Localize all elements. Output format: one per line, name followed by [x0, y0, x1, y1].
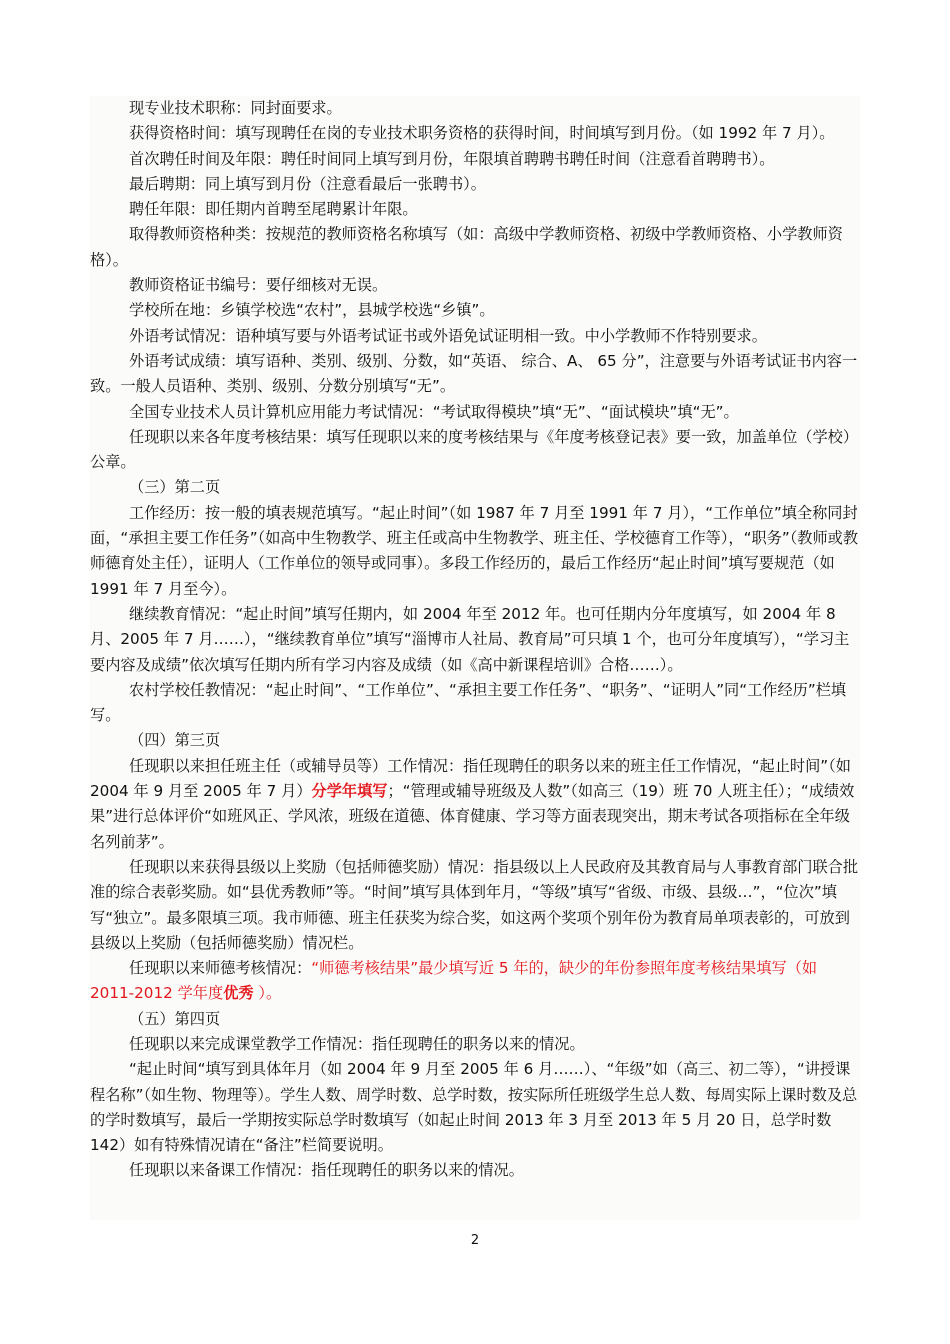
- highlighted-text: 优秀: [223, 984, 254, 1003]
- paragraph: [90, 425, 860, 476]
- text-run: （四）第三页: [129, 731, 221, 750]
- text-run: 任现职以来师德考核情况：: [129, 959, 312, 978]
- paragraph: [90, 678, 860, 729]
- text-run: 继续教育情况：“起止时间”填写任期内，如 2004 年至 2012 年。也可任期内分年度填写，如 2004 年 8 月、2005 年 7 月……），“继续教育单位”填写“淄博市人社局、教育局”可只填 1 个，也可分年度填写），“学习主要内容及成绩”依次填写任期内所有学习内容及成绩（如《高中新课程培训》合格……）。: [90, 604, 850, 674]
- document-body: [90, 96, 860, 1220]
- text-run: 首次聘任时间及年限：聘任时间同上填写到月份，年限填首聘聘书聘任时间（注意看首聘聘书）。: [129, 149, 775, 168]
- section-heading: [90, 728, 860, 753]
- paragraph: [90, 855, 860, 956]
- text-run: 全国专业技术人员计算机应用能力考试情况：“考试取得模块”填“无”、“面试模块”填“无”。: [129, 402, 739, 421]
- paragraph: [90, 754, 860, 855]
- paragraph: [90, 1158, 860, 1183]
- paragraph: [90, 602, 860, 678]
- page-number: 2: [470, 1233, 480, 1248]
- text-run: ；“管理或辅导班级及人数”（如高三（19）班 70 人班主任）；“成绩效果”进行总体评价“如班风正、学风浓，班级在道德、体育健康、学习等方面表现突出，期末考试各项指标在全年级名列前茅”。: [90, 782, 855, 851]
- text-run: 任现职以来担任班主任（或辅导员等）工作情况：指任现聘任的职务以来的班主任工作情况，“起止时间”（如 2004 年 9 月至 2005 年 7 月）: [90, 756, 851, 801]
- text-run: 外语考试成绩：填写语种、类别、级别、分数，如“英语、 综合、A、 65 分”，注意要与外语考试证书内容一致。一般人员语种、类别、级别、分数分别填写“无”。: [90, 351, 858, 396]
- text-run: “起止时间“填写到具体年月（如 2004 年 9 月至 2005 年 6 月……）、“年级”如（高三、初二等），“讲授课程名称”（如生物、物理等）。学生人数、周学时数、总学时数，按实际所任班级学生总人数、每周实际上课时数及总的学时数填写，最后一学期按实际总学时数填写（如起止时间 2013 年 3 月至 2013 年 5 月 20 日，总学时数 142）如有特殊情况请在“备注”栏简要说明。: [90, 1060, 858, 1155]
- text-run: 学校所在地：乡镇学校选“农村”，县城学校选“乡镇”。: [129, 301, 495, 320]
- text-run: （三）第二页: [129, 478, 221, 497]
- text-run: 现专业技术职称：同封面要求。: [129, 99, 342, 117]
- paragraph: [90, 197, 860, 222]
- text-run: 任现职以来完成课堂教学工作情况：指任现聘任的职务以来的情况。: [129, 1034, 585, 1053]
- paragraph: [90, 400, 860, 425]
- paragraph: [90, 324, 860, 349]
- paragraph: [90, 1057, 860, 1158]
- text-run: 任现职以来备课工作情况：指任现聘任的职务以来的情况。: [129, 1161, 524, 1180]
- text-run: 教师资格证书编号：要仔细核对无误。: [129, 276, 388, 295]
- text-run: 取得教师资格种类：按规范的教师资格名称填写（如：高级中学教师资格、初级中学教师资格、小学教师资格）。: [90, 225, 843, 269]
- text-run: 农村学校任教情况：“起止时间”、“工作单位”、“承担主要工作任务”、“职务”、“证明人”同“工作经历”栏填写。: [90, 680, 847, 725]
- paragraph: [90, 96, 860, 121]
- text-run: 最后聘期：同上填写到月份（注意看最后一张聘书）。: [129, 174, 486, 193]
- highlighted-text: “师德考核结果”最少填写近 5 年的，缺少的年份参照年度考核结果填写（如 2011-2012 学年度: [90, 959, 818, 1003]
- section-heading: [90, 1007, 860, 1032]
- text-run: 外语考试情况：语种填写要与外语考试证书或外语免试证明相一致。中小学教师不作特别要求。: [129, 326, 767, 345]
- paragraph: [90, 349, 860, 400]
- text-run: 任现职以来获得县级以上奖励（包括师德奖励）情况：指县级以上人民政府及其教育局与人事教育部门联合批准的综合表彰奖励。如“县优秀教师”等。“时间”填写具体到年月，“等级”填写“省级、市级、县级…”，“位次”填写“独立”。最多限填三项。我市师德、班主任获奖为综合奖，如这两个奖项个别年份为教育局单项表彰的，可放到县级以上奖励（包括师德奖励）情况栏。: [90, 857, 858, 952]
- paragraph: [90, 501, 860, 602]
- paragraph: [90, 956, 860, 1007]
- text-run: 任现职以来各年度考核结果：填写任现职以来的度考核结果与《年度考核登记表》要一致，加盖单位（学校）公章。: [90, 427, 858, 472]
- paragraph: [90, 172, 860, 197]
- paragraph: [90, 273, 860, 298]
- paragraph: [90, 147, 860, 172]
- paragraph: [90, 222, 860, 273]
- highlighted-text: 分学年填写: [311, 782, 388, 801]
- text-run: 工作经历：按一般的填表规范填写。“起止时间”（如 1987 年 7 月至 1991 年 7 月），“工作单位”填全称同封面，“承担主要工作任务”（如高中生物教学、班主任或高中生物教学、班主任、学校德育工作等），“职务”（教师或教师德育处主任），证明人（工作单位的领导或同事）。多段工作经历的，最后工作经历“起止时间”填写要规范（如 1991 年 7 月至今）。: [90, 503, 859, 598]
- paragraph: [90, 1032, 860, 1057]
- highlighted-text: ）。: [253, 984, 282, 1003]
- paragraph: [90, 298, 860, 323]
- text-run: 获得资格时间：填写现聘任在岗的专业技术职务资格的获得时间，时间填写到月份。（如 1992 年 7 月）。: [129, 124, 835, 143]
- text-run: （五）第四页: [129, 1009, 221, 1028]
- section-heading: [90, 475, 860, 500]
- paragraph: [90, 121, 860, 146]
- text-run: 聘任年限：即任期内首聘至尾聘累计年限。: [129, 200, 418, 219]
